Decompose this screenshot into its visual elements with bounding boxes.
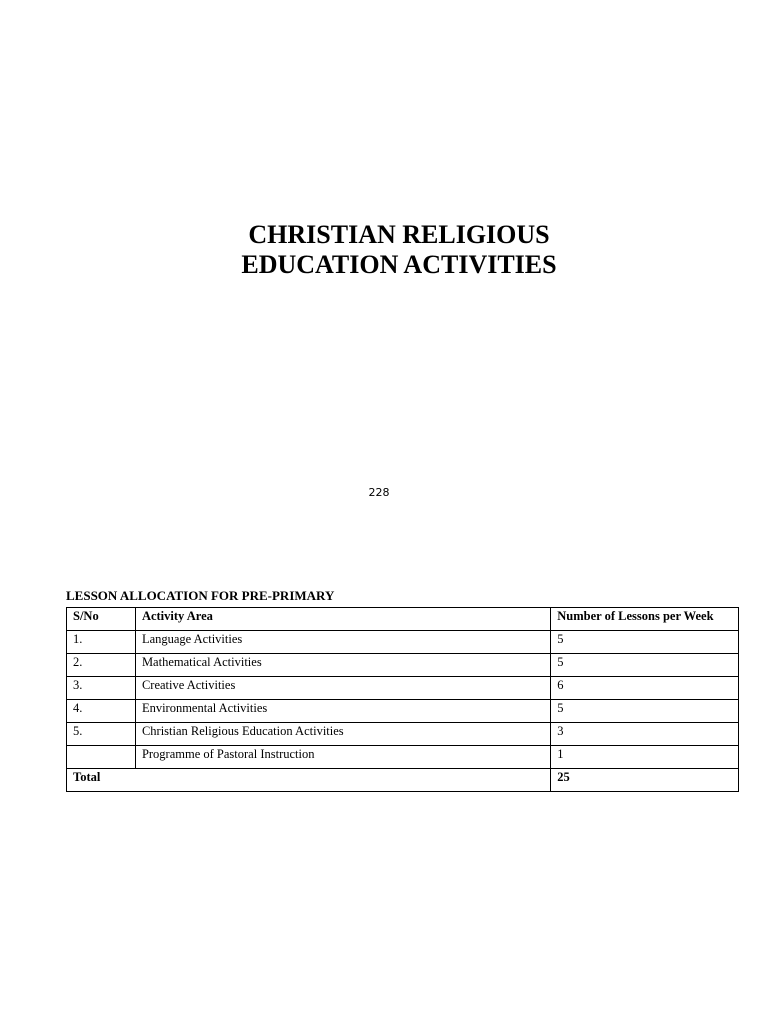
table-row xyxy=(67,700,739,723)
column-header-lessons: Number of Lessons per Week xyxy=(551,608,739,631)
column-header-sno: S/No xyxy=(67,608,136,631)
row-sno: 5. xyxy=(67,723,136,746)
row-lessons: 5 xyxy=(551,700,739,723)
row-sno: 3. xyxy=(67,677,136,700)
row-activity: Christian Religious Education Activities xyxy=(135,723,550,746)
lesson-allocation-table xyxy=(66,607,739,792)
row-activity: Creative Activities xyxy=(135,677,550,700)
row-activity: Mathematical Activities xyxy=(135,654,550,677)
row-lessons: 5 xyxy=(551,631,739,654)
title-line-1: CHRISTIAN RELIGIOUS xyxy=(248,220,550,249)
table-row xyxy=(67,746,739,769)
row-sno: 1. xyxy=(67,631,136,654)
row-sno: 4. xyxy=(67,700,136,723)
row-activity: Language Activities xyxy=(135,631,550,654)
row-activity: Programme of Pastoral Instruction xyxy=(135,746,550,769)
column-header-activity: Activity Area xyxy=(135,608,550,631)
table-heading: LESSON ALLOCATION FOR PRE-PRIMARY xyxy=(66,588,335,603)
table-header-row xyxy=(67,608,739,631)
row-lessons: 5 xyxy=(551,654,739,677)
page-number: 228 xyxy=(368,486,390,499)
total-value: 25 xyxy=(551,769,739,792)
row-lessons: 3 xyxy=(551,723,739,746)
row-lessons: 6 xyxy=(551,677,739,700)
row-lessons: 1 xyxy=(551,746,739,769)
total-label: Total xyxy=(67,769,551,792)
row-sno xyxy=(67,746,136,769)
table-row xyxy=(67,631,739,654)
title-line-2: EDUCATION ACTIVITIES xyxy=(241,250,557,279)
table-row xyxy=(67,723,739,746)
table-row xyxy=(67,654,739,677)
row-sno: 2. xyxy=(67,654,136,677)
row-activity: Environmental Activities xyxy=(135,700,550,723)
table-row xyxy=(67,677,739,700)
table-total-row xyxy=(67,769,739,792)
document-title xyxy=(0,220,768,280)
